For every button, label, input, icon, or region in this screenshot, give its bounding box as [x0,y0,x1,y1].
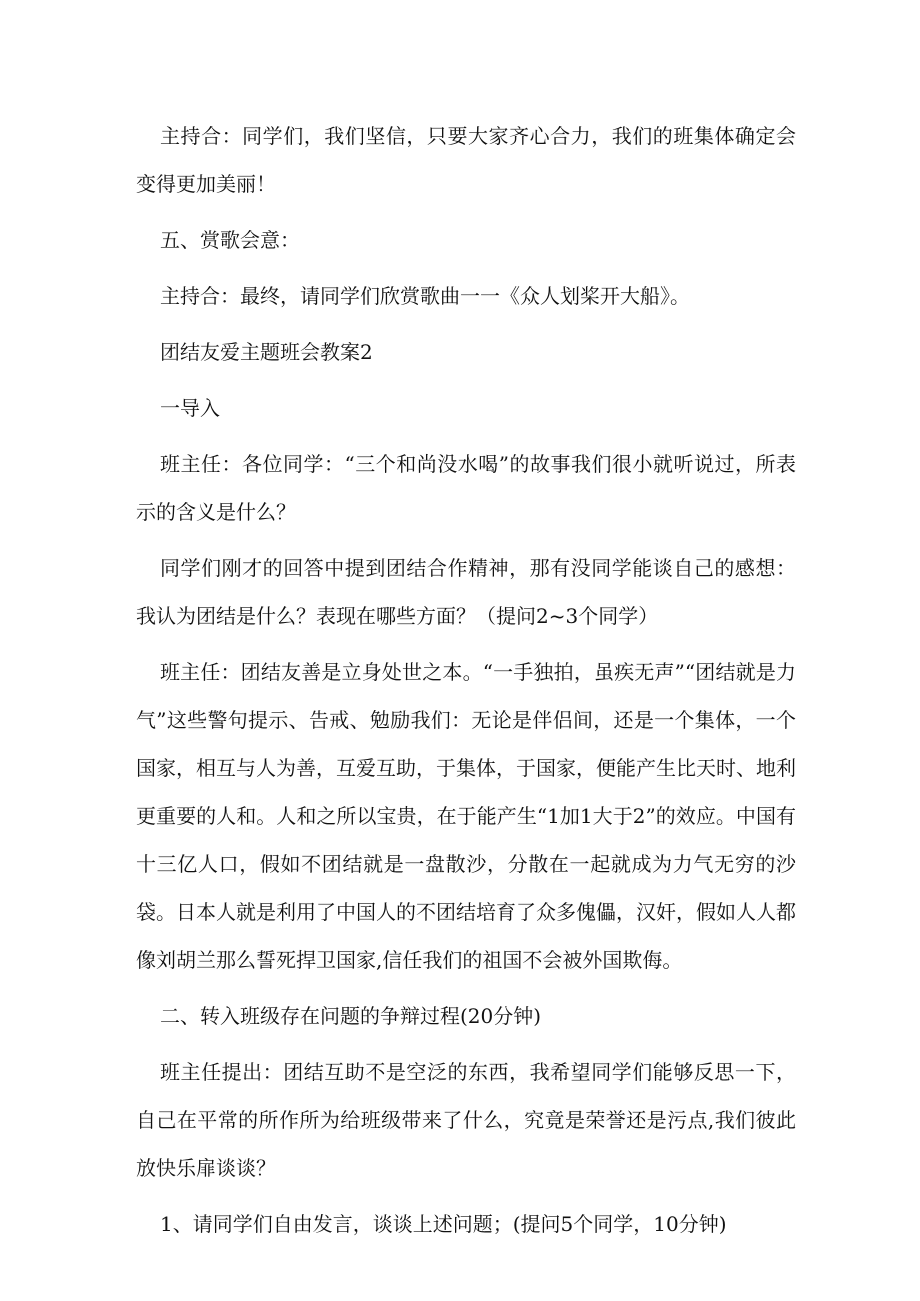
section-heading-debate: 二、转入班级存在问题的争辩过程(20分钟) [160,1004,542,1028]
document-body [136,112,796,1248]
paragraph-teacher-speech: 班主任：团结友善是立身处世之本。“一手独拍，虽疾无声”“团结就是力气”这些警句提示、告戒、勉励我们：无论是伴侣间，还是一个集体，一个国家，相互与人为善，互爱互助，于集体，于国家，便能产生比天时、地利更重要的人和。人和之所以宝贵，在于能产生“1加1大于2”的效应。中国有十三亿人口，假如不团结就是一盘散沙，分散在一起就成为力气无穷的沙袋。日本人就是利用了中国人的不团结培育了众多傀儡，汉奸，假如人人都像刘胡兰那么誓死捍卫国家,信任我们的祖国不会被外国欺侮。 [136,660,796,972]
list-item-free-speech: 1、请同学们自由发言，谈谈上述问题；(提问5个同学，10分钟) [160,1212,727,1236]
paragraph-teacher-question: 班主任：各位同学：“三个和尚没水喝”的故事我们很小就听说过，所表示的含义是什么？ [136,452,796,524]
section-heading-intro: 一导入 [160,396,220,420]
lesson-plan-title: 团结友爱主题班会教案2 [160,340,373,364]
paragraph-host-closing: 主持合：同学们，我们坚信，只要大家齐心合力，我们的班集体确定会变得更加美丽！ [136,124,796,196]
section-heading-song: 五、赏歌会意： [160,228,300,252]
paragraph-host-song: 主持合：最终，请同学们欣赏歌曲一一《众人划桨开大船》。 [160,284,690,308]
paragraph-students-discussion: 同学们刚才的回答中提到团结合作精神，那有没同学能谈自己的感想：我认为团结是什么？表现在哪些方面？（提问2~3个同学） [136,556,796,628]
paragraph-teacher-prompt: 班主任提出：团结互助不是空泛的东西，我希望同学们能够反思一下，自己在平常的所作所为给班级带来了什么，究竟是荣誉还是污点,我们彼此放快乐扉谈谈？ [136,1060,796,1180]
